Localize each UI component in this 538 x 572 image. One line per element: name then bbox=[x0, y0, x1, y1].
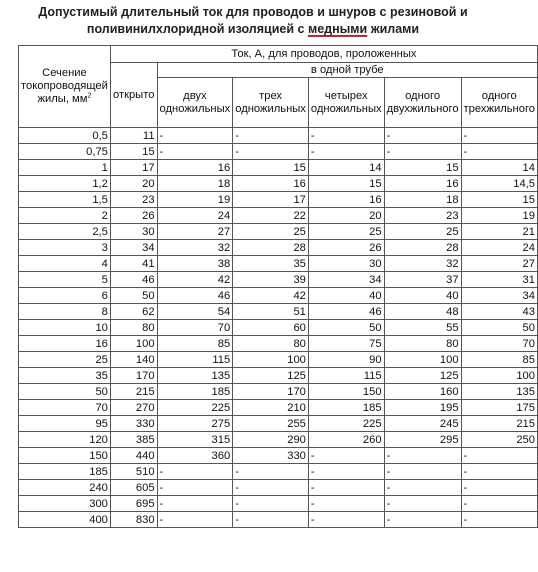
header-four-single: четырех одножильных bbox=[308, 78, 384, 128]
cell-section: 4 bbox=[19, 256, 111, 272]
cell-current: 55 bbox=[384, 320, 461, 336]
cell-current: 26 bbox=[110, 208, 157, 224]
cell-current: 60 bbox=[233, 320, 309, 336]
cell-current: 23 bbox=[384, 208, 461, 224]
cell-current: 330 bbox=[110, 416, 157, 432]
cell-current: 25 bbox=[308, 224, 384, 240]
cell-current: 80 bbox=[233, 336, 309, 352]
cell-current: 39 bbox=[233, 272, 309, 288]
cell-current: 75 bbox=[308, 336, 384, 352]
cell-current: 41 bbox=[110, 256, 157, 272]
cell-current: 37 bbox=[384, 272, 461, 288]
cell-current: 85 bbox=[461, 352, 537, 368]
cell-current: - bbox=[308, 496, 384, 512]
cell-current: 22 bbox=[233, 208, 309, 224]
cell-current: 24 bbox=[157, 208, 233, 224]
cell-section: 400 bbox=[19, 512, 111, 528]
table-row bbox=[19, 256, 538, 272]
cell-current: 185 bbox=[157, 384, 233, 400]
title-line-2-suffix: жилами bbox=[367, 22, 420, 36]
cell-current: 195 bbox=[384, 400, 461, 416]
cell-current: - bbox=[157, 480, 233, 496]
cell-current: 90 bbox=[308, 352, 384, 368]
cell-section: 35 bbox=[19, 368, 111, 384]
cell-current: - bbox=[157, 144, 233, 160]
cell-current: 135 bbox=[157, 368, 233, 384]
cell-current: 50 bbox=[308, 320, 384, 336]
cell-current: 250 bbox=[461, 432, 537, 448]
cell-current: 16 bbox=[233, 176, 309, 192]
cell-current: 15 bbox=[233, 160, 309, 176]
cell-current: 175 bbox=[461, 400, 537, 416]
table-row bbox=[19, 144, 538, 160]
cell-current: 115 bbox=[157, 352, 233, 368]
cell-current: - bbox=[233, 144, 309, 160]
cell-current: 385 bbox=[110, 432, 157, 448]
cell-current: 160 bbox=[384, 384, 461, 400]
cell-current: 315 bbox=[157, 432, 233, 448]
table-row bbox=[19, 176, 538, 192]
cell-current: 225 bbox=[157, 400, 233, 416]
cell-current: 440 bbox=[110, 448, 157, 464]
cell-section: 0,5 bbox=[19, 128, 111, 144]
cell-section: 2,5 bbox=[19, 224, 111, 240]
table-row bbox=[19, 240, 538, 256]
cell-current: 85 bbox=[157, 336, 233, 352]
header-section-sup: 2 bbox=[87, 92, 92, 100]
cell-current: 15 bbox=[110, 144, 157, 160]
cell-current: 42 bbox=[233, 288, 309, 304]
cell-current: - bbox=[384, 144, 461, 160]
cell-current: 21 bbox=[461, 224, 537, 240]
cell-current: 125 bbox=[384, 368, 461, 384]
cell-current: 70 bbox=[461, 336, 537, 352]
cell-current: 270 bbox=[110, 400, 157, 416]
cell-section: 240 bbox=[19, 480, 111, 496]
cell-section: 120 bbox=[19, 432, 111, 448]
table-row bbox=[19, 192, 538, 208]
cell-current: 32 bbox=[157, 240, 233, 256]
table-row bbox=[19, 304, 538, 320]
cell-section: 0,75 bbox=[19, 144, 111, 160]
cell-current: 46 bbox=[110, 272, 157, 288]
cell-current: 54 bbox=[157, 304, 233, 320]
cell-current: 18 bbox=[384, 192, 461, 208]
cell-current: - bbox=[308, 464, 384, 480]
cell-current: 38 bbox=[157, 256, 233, 272]
cell-current: 62 bbox=[110, 304, 157, 320]
cell-current: 50 bbox=[461, 320, 537, 336]
table-row bbox=[19, 384, 538, 400]
current-table bbox=[18, 45, 538, 528]
cell-current: 25 bbox=[384, 224, 461, 240]
cell-current: 14 bbox=[308, 160, 384, 176]
cell-section: 8 bbox=[19, 304, 111, 320]
cell-current: - bbox=[384, 512, 461, 528]
cell-current: 14,5 bbox=[461, 176, 537, 192]
cell-current: 80 bbox=[110, 320, 157, 336]
cell-current: 11 bbox=[110, 128, 157, 144]
cell-current: 30 bbox=[308, 256, 384, 272]
cell-current: - bbox=[157, 464, 233, 480]
table-row bbox=[19, 160, 538, 176]
cell-current: 34 bbox=[461, 288, 537, 304]
cell-current: 28 bbox=[233, 240, 309, 256]
cell-current: 255 bbox=[233, 416, 309, 432]
cell-current: 215 bbox=[110, 384, 157, 400]
cell-current: 25 bbox=[233, 224, 309, 240]
cell-current: 245 bbox=[384, 416, 461, 432]
cell-section: 70 bbox=[19, 400, 111, 416]
cell-current: 115 bbox=[308, 368, 384, 384]
cell-current: - bbox=[384, 480, 461, 496]
title-line-2-prefix: поливинилхлоридной изоляцией с bbox=[86, 22, 308, 36]
cell-current: 27 bbox=[157, 224, 233, 240]
page-title bbox=[0, 4, 506, 38]
cell-current: 80 bbox=[384, 336, 461, 352]
cell-section: 300 bbox=[19, 496, 111, 512]
cell-section: 185 bbox=[19, 464, 111, 480]
cell-current: 27 bbox=[461, 256, 537, 272]
title-line-2 bbox=[0, 21, 506, 38]
cell-current: 330 bbox=[233, 448, 309, 464]
cell-current: - bbox=[233, 512, 309, 528]
cell-current: - bbox=[384, 128, 461, 144]
cell-current: - bbox=[308, 448, 384, 464]
cell-current: 34 bbox=[308, 272, 384, 288]
cell-current: 32 bbox=[384, 256, 461, 272]
cell-current: 125 bbox=[233, 368, 309, 384]
table-row bbox=[19, 416, 538, 432]
cell-current: 185 bbox=[308, 400, 384, 416]
cell-section: 3 bbox=[19, 240, 111, 256]
table-row bbox=[19, 272, 538, 288]
cell-current: - bbox=[308, 144, 384, 160]
cell-current: 170 bbox=[233, 384, 309, 400]
cell-current: 50 bbox=[110, 288, 157, 304]
table-row bbox=[19, 512, 538, 528]
header-one-three: одного трехжильного bbox=[461, 78, 537, 128]
table-row bbox=[19, 224, 538, 240]
cell-current: 20 bbox=[308, 208, 384, 224]
cell-current: 35 bbox=[233, 256, 309, 272]
cell-current: - bbox=[308, 512, 384, 528]
cell-current: 830 bbox=[110, 512, 157, 528]
cell-current: - bbox=[461, 480, 537, 496]
cell-current: - bbox=[461, 144, 537, 160]
cell-current: 260 bbox=[308, 432, 384, 448]
cell-section: 1,5 bbox=[19, 192, 111, 208]
cell-current: - bbox=[384, 448, 461, 464]
cell-current: - bbox=[461, 128, 537, 144]
cell-current: - bbox=[461, 496, 537, 512]
cell-section: 150 bbox=[19, 448, 111, 464]
table-row bbox=[19, 368, 538, 384]
title-line-1: Допустимый длительный ток для проводов и шнуров с резиновой и bbox=[38, 5, 468, 19]
cell-current: 135 bbox=[461, 384, 537, 400]
table-row bbox=[19, 288, 538, 304]
cell-current: 23 bbox=[110, 192, 157, 208]
cell-section: 5 bbox=[19, 272, 111, 288]
cell-current: - bbox=[461, 464, 537, 480]
cell-current: 28 bbox=[384, 240, 461, 256]
cell-current: 210 bbox=[233, 400, 309, 416]
cell-current: 695 bbox=[110, 496, 157, 512]
cell-section: 25 bbox=[19, 352, 111, 368]
cell-current: 17 bbox=[233, 192, 309, 208]
cell-section: 6 bbox=[19, 288, 111, 304]
cell-section: 1,2 bbox=[19, 176, 111, 192]
cell-current: 30 bbox=[110, 224, 157, 240]
cell-current: 360 bbox=[157, 448, 233, 464]
cell-current: 42 bbox=[157, 272, 233, 288]
cell-current: 24 bbox=[461, 240, 537, 256]
cell-current: 170 bbox=[110, 368, 157, 384]
cell-current: 19 bbox=[157, 192, 233, 208]
cell-current: - bbox=[233, 496, 309, 512]
header-three-single: трех одножильных bbox=[233, 78, 309, 128]
cell-current: 225 bbox=[308, 416, 384, 432]
cell-current: 46 bbox=[308, 304, 384, 320]
cell-current: 14 bbox=[461, 160, 537, 176]
table-body bbox=[19, 128, 538, 528]
cell-current: 100 bbox=[461, 368, 537, 384]
table-row bbox=[19, 320, 538, 336]
header-two-single: двух одножильных bbox=[157, 78, 233, 128]
cell-section: 2 bbox=[19, 208, 111, 224]
cell-section: 50 bbox=[19, 384, 111, 400]
cell-current: 15 bbox=[308, 176, 384, 192]
cell-current: 100 bbox=[384, 352, 461, 368]
cell-current: 275 bbox=[157, 416, 233, 432]
cell-current: 295 bbox=[384, 432, 461, 448]
cell-current: - bbox=[384, 464, 461, 480]
cell-current: 26 bbox=[308, 240, 384, 256]
cell-current: 16 bbox=[384, 176, 461, 192]
cell-current: - bbox=[157, 512, 233, 528]
cell-current: 43 bbox=[461, 304, 537, 320]
table-row bbox=[19, 432, 538, 448]
cell-current: 16 bbox=[308, 192, 384, 208]
title-highlight-copper: медными bbox=[307, 22, 368, 36]
cell-current: 150 bbox=[308, 384, 384, 400]
table-row bbox=[19, 400, 538, 416]
cell-current: - bbox=[461, 448, 537, 464]
header-one-two: одного двухжильного bbox=[384, 78, 461, 128]
cell-current: - bbox=[384, 496, 461, 512]
cell-current: 51 bbox=[233, 304, 309, 320]
header-section bbox=[19, 46, 111, 128]
table-row bbox=[19, 336, 538, 352]
table-row bbox=[19, 480, 538, 496]
cell-current: - bbox=[308, 480, 384, 496]
cell-current: 31 bbox=[461, 272, 537, 288]
cell-current: 290 bbox=[233, 432, 309, 448]
cell-current: 605 bbox=[110, 480, 157, 496]
table-row bbox=[19, 448, 538, 464]
cell-current: 48 bbox=[384, 304, 461, 320]
cell-current: 17 bbox=[110, 160, 157, 176]
cell-current: 40 bbox=[308, 288, 384, 304]
cell-current: 19 bbox=[461, 208, 537, 224]
header-in-pipe: в одной трубе bbox=[157, 63, 537, 78]
cell-current: - bbox=[157, 128, 233, 144]
cell-current: 15 bbox=[384, 160, 461, 176]
cell-section: 10 bbox=[19, 320, 111, 336]
table-row bbox=[19, 464, 538, 480]
cell-current: 15 bbox=[461, 192, 537, 208]
cell-current: - bbox=[308, 128, 384, 144]
table-row bbox=[19, 496, 538, 512]
cell-section: 95 bbox=[19, 416, 111, 432]
cell-current: 140 bbox=[110, 352, 157, 368]
cell-section: 16 bbox=[19, 336, 111, 352]
cell-current: 46 bbox=[157, 288, 233, 304]
cell-current: 18 bbox=[157, 176, 233, 192]
cell-current: 100 bbox=[110, 336, 157, 352]
header-section-label: Сечение токопроводящей жилы, мм bbox=[21, 67, 108, 105]
cell-current: 70 bbox=[157, 320, 233, 336]
cell-current: - bbox=[233, 464, 309, 480]
header-current: Ток, А, для проводов, проложенных bbox=[110, 46, 537, 63]
cell-current: 215 bbox=[461, 416, 537, 432]
cell-current: 40 bbox=[384, 288, 461, 304]
cell-current: 510 bbox=[110, 464, 157, 480]
table-row bbox=[19, 128, 538, 144]
cell-current: 34 bbox=[110, 240, 157, 256]
cell-current: 100 bbox=[233, 352, 309, 368]
cell-current: - bbox=[461, 512, 537, 528]
table-row bbox=[19, 352, 538, 368]
cell-current: - bbox=[233, 480, 309, 496]
cell-current: - bbox=[233, 128, 309, 144]
header-open: открыто bbox=[110, 63, 157, 128]
table-row bbox=[19, 208, 538, 224]
cell-current: - bbox=[157, 496, 233, 512]
cell-current: 20 bbox=[110, 176, 157, 192]
cell-current: 16 bbox=[157, 160, 233, 176]
cell-section: 1 bbox=[19, 160, 111, 176]
